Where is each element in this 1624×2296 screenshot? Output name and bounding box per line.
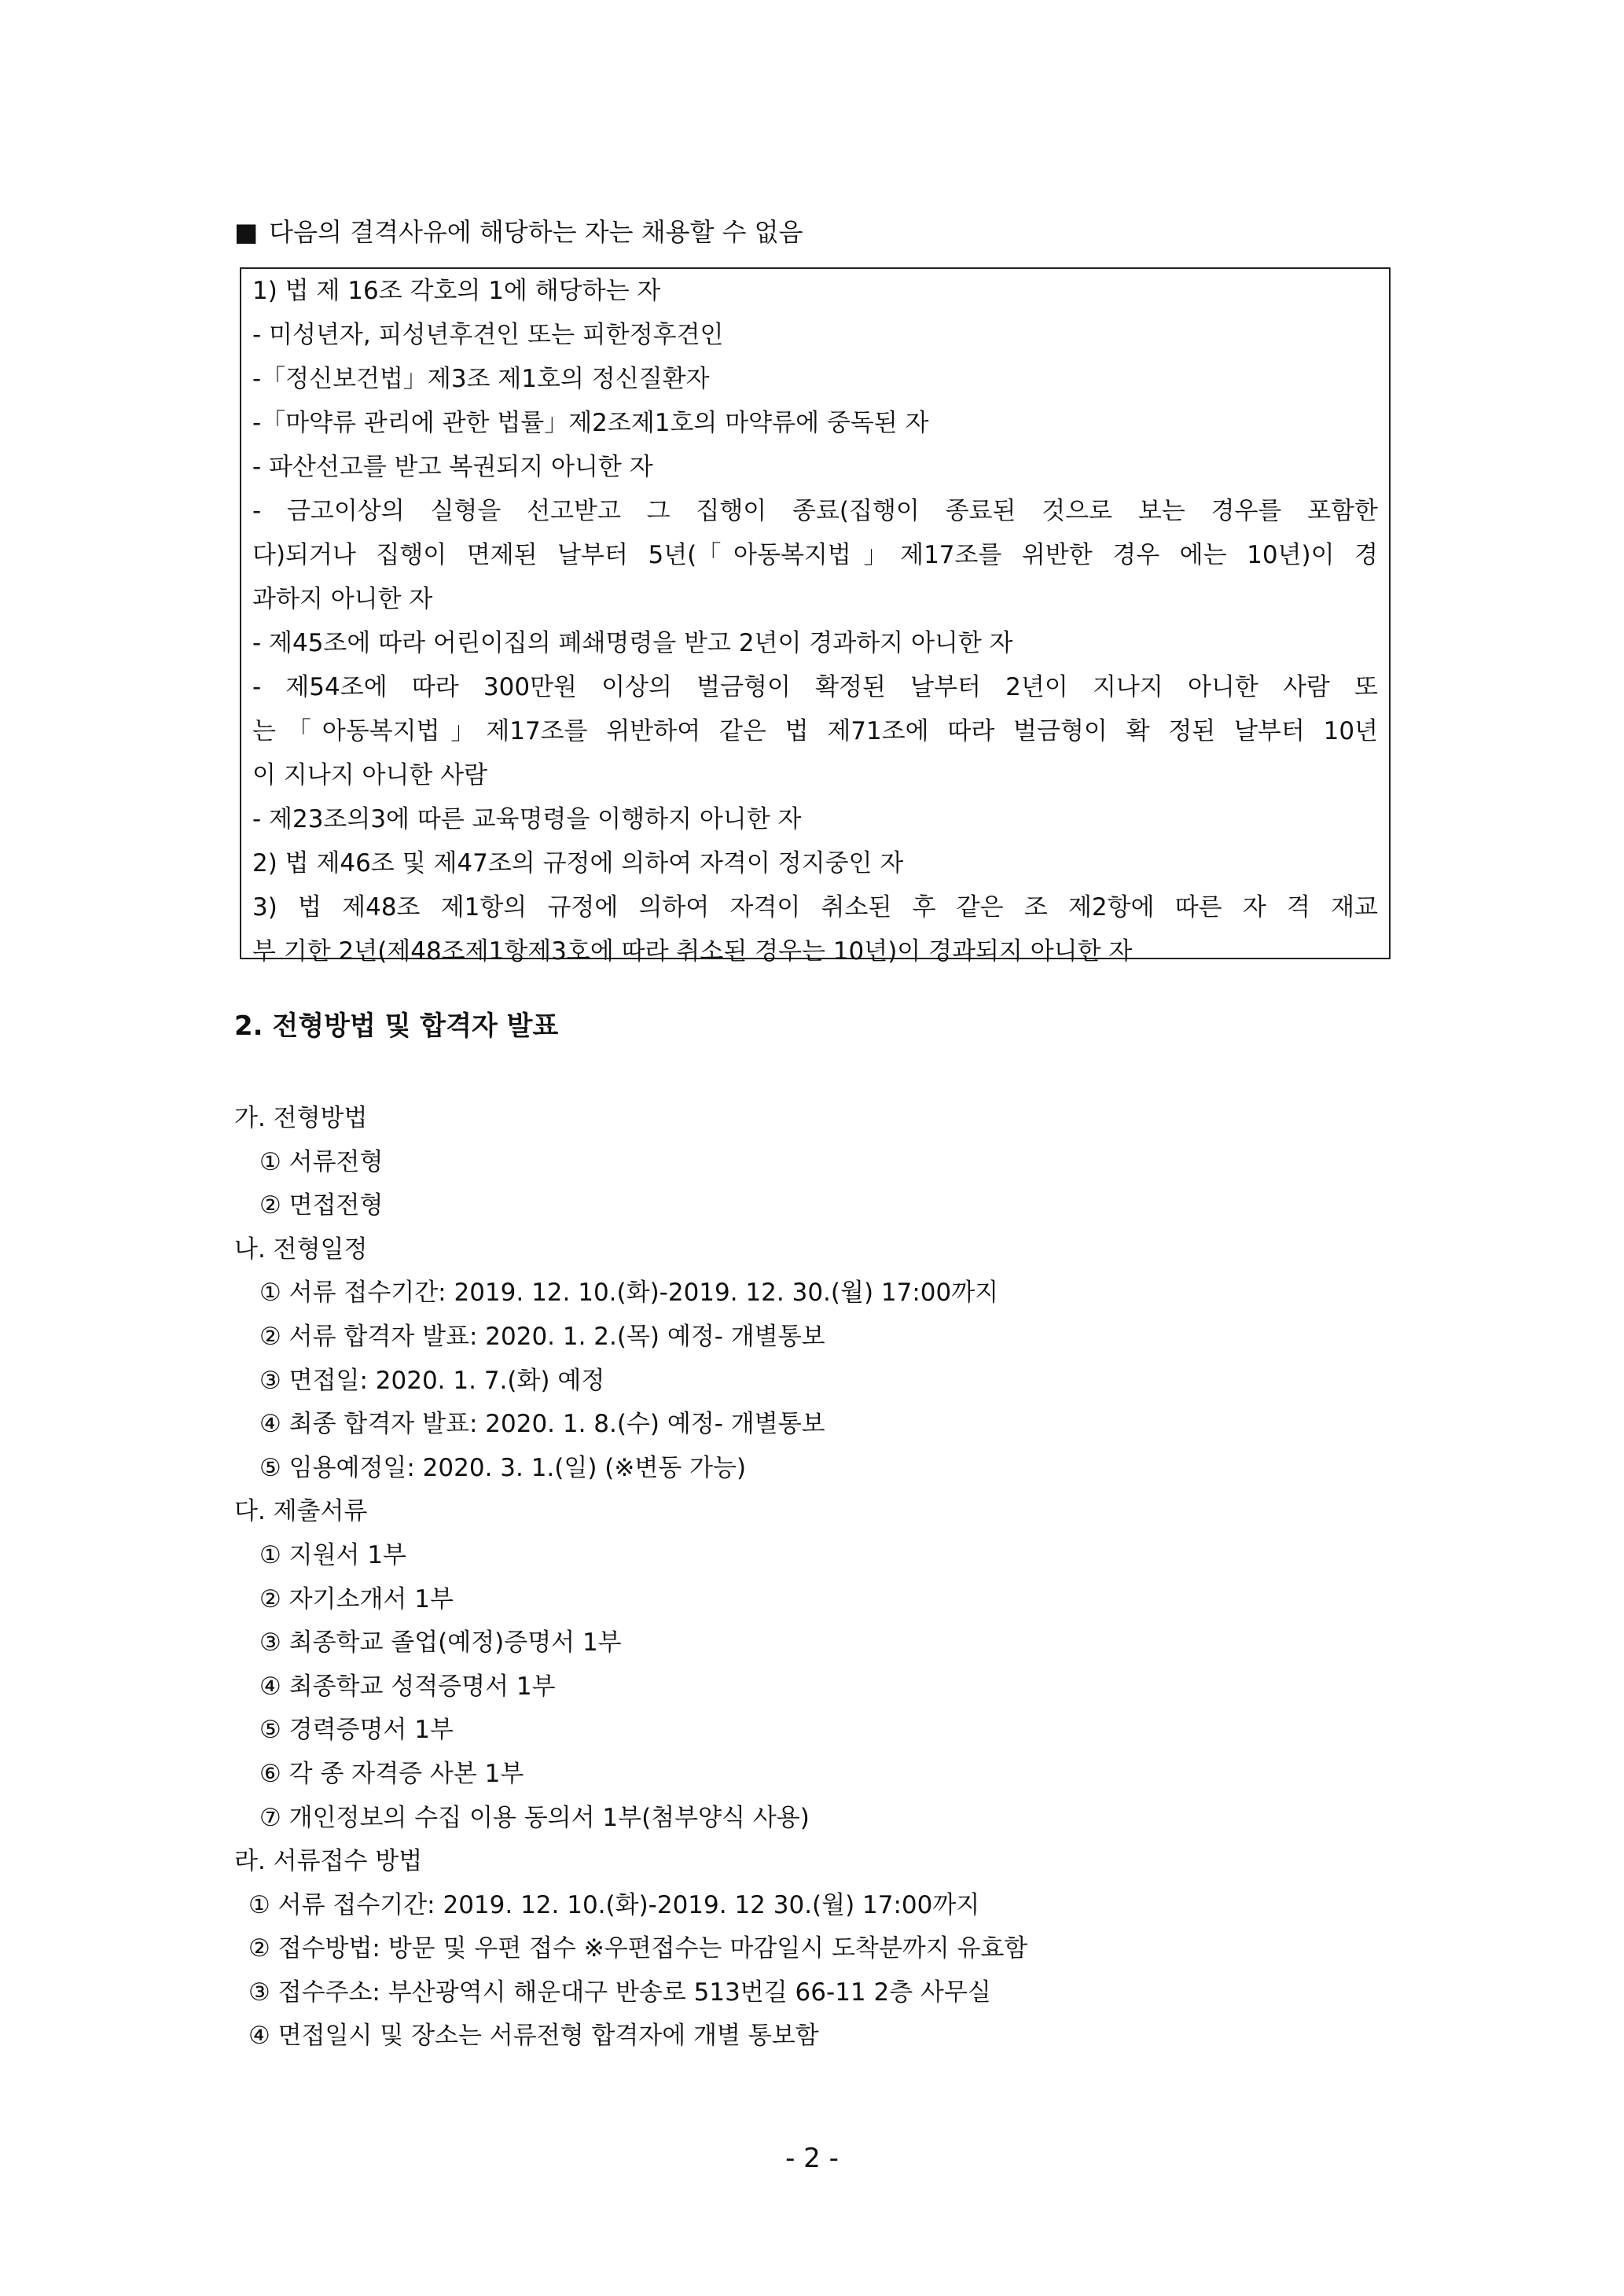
list-item: ① 지원서 1부 (259, 1540, 407, 1569)
page-number: - 2 - (785, 2143, 839, 2174)
box-line: 3) 법 제48조 제1항의 규정에 의하여 자격이 취소된 후 같은 조 제2항에 따른 자 격 재교 (252, 893, 1378, 922)
subsection-heading: 가. 전형방법 (234, 1104, 368, 1132)
list-item: ④ 면접일시 및 장소는 서류전형 합격자에 개별 통보함 (248, 2022, 819, 2051)
list-item: ④ 최종학교 성적증명서 1부 (259, 1672, 556, 1701)
box-line: -「정신보건법」제3조 제1호의 정신질환자 (252, 365, 710, 393)
notice-text: 다음의 결격사유에 해당하는 자는 채용할 수 없음 (269, 217, 803, 247)
disqualification-box (240, 267, 1391, 966)
box-line: - 제45조에 따라 어린이집의 폐쇄명령을 받고 2년이 경과하지 아니한 자 (252, 629, 1013, 657)
list-item: ③ 접수주소: 부산광역시 해운대구 반송로 513번길 66-11 2층 사무실 (248, 1978, 991, 2007)
section-content (234, 1097, 1390, 2059)
box-line: - 제23조의3에 따른 교육명령을 이행하지 아니한 자 (252, 805, 802, 833)
box-line: 다)되거나 집행이 면제된 날부터 5년(「아동복지법」제17조를 위반한 경우 에는 10년)이 경 (252, 541, 1378, 569)
subsection-heading: 다. 제출서류 (234, 1497, 368, 1526)
list-item: ② 접수방법: 방문 및 우편 접수 ※우편접수는 마감일시 도착분까지 유효함 (248, 1934, 1028, 1963)
box-line: 과하지 아니한 자 (252, 585, 433, 613)
box-line: - 파산선고를 받고 복권되지 아니한 자 (252, 453, 653, 481)
list-item: ④ 최종 합격자 발표: 2020. 1. 8.(수) 예정- 개별통보 (259, 1410, 825, 1439)
list-item: ② 서류 합격자 발표: 2020. 1. 2.(목) 예정- 개별통보 (259, 1322, 825, 1351)
list-item: ⑦ 개인정보의 수집 이용 동의서 1부(첨부양식 사용) (259, 1803, 810, 1832)
box-line: 부 기한 2년(제48조제1항제3호에 따라 취소된 경우는 10년)이 경과되지 아니한 자 (252, 937, 1133, 966)
list-item: ③ 최종학교 졸업(예정)증명서 1부 (259, 1628, 622, 1658)
list-item: ① 서류전형 (259, 1147, 384, 1176)
list-item: ⑤ 임용예정일: 2020. 3. 1.(일) (※변동 가능) (259, 1453, 747, 1482)
section-title: 2. 전형방법 및 합격자 발표 (234, 1010, 559, 1042)
box-line: - 금고이상의 실형을 선고받고 그 집행이 종료(집행이 종료된 것으로 보는 경우를 포함한 (252, 497, 1378, 525)
list-item: ① 서류 접수기간: 2019. 12. 10.(화)-2019. 12. 30.(월) 17:00까지 (259, 1279, 999, 1308)
list-item: ⑤ 경력증명서 1부 (259, 1716, 454, 1745)
disqualification-notice (234, 216, 803, 248)
box-line: 는「아동복지법」제17조를 위반하여 같은 법 제71조에 따라 벌금형이 확 정된 날부터 10년 (252, 717, 1378, 745)
box-line: - 제54조에 따라 300만원 이상의 벌금형이 확정된 날부터 2년이 지나지 아니한 사람 또 (252, 673, 1378, 701)
box-line: 2) 법 제46조 및 제47조의 규정에 의하여 자격이 정지중인 자 (252, 849, 904, 878)
box-line: 이 지나지 아니한 사람 (252, 761, 488, 789)
box-line: - 미성년자, 피성년후견인 또는 피한정후견인 (252, 321, 724, 349)
box-line: 1) 법 제 16조 각호의 1에 해당하는 자 (252, 277, 661, 305)
subsection-heading: 나. 전형일정 (234, 1234, 368, 1264)
list-item: ① 서류 접수기간: 2019. 12. 10.(화)-2019. 12 30.(월) 17:00까지 (248, 1890, 980, 1919)
subsection-heading: 라. 서류접수 방법 (234, 1847, 423, 1876)
square-bullet-icon: ■ (234, 217, 259, 247)
list-item: ⑥ 각 종 자격증 사본 1부 (259, 1759, 524, 1788)
list-item: ③ 면접일: 2020. 1. 7.(화) 예정 (259, 1366, 605, 1395)
box-line: -「마약류 관리에 관한 법률」제2조제1호의 마약류에 중독된 자 (252, 409, 929, 437)
list-item: ② 면접전형 (259, 1191, 384, 1220)
list-item: ② 자기소개서 1부 (259, 1584, 454, 1613)
